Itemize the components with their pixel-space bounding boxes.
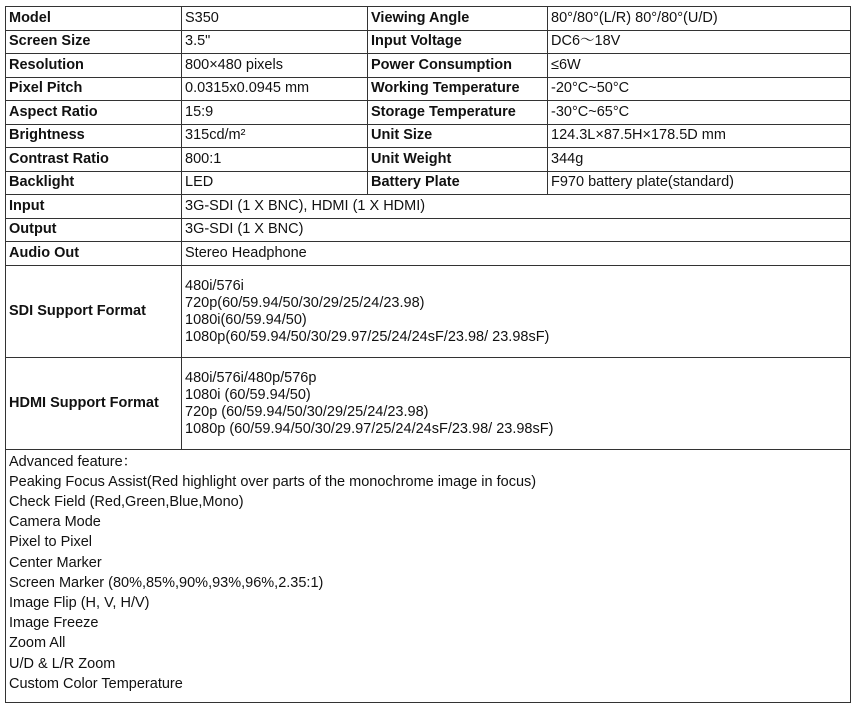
spec-value: LED [182, 171, 368, 195]
spec-value: 344g [548, 148, 851, 172]
spec-label: Power Consumption [368, 54, 548, 78]
feature-item: U/D & L/R Zoom [9, 655, 116, 672]
spec-label: Unit Size [368, 124, 548, 148]
spec-label: Brightness [6, 124, 182, 148]
format-line: 1080p(60/59.94/50/30/29.97/25/24/24sF/23.98/ 23.98sF) [185, 329, 550, 345]
spec-value: -30°C~65°C [548, 101, 851, 125]
spec-label: Input [6, 195, 182, 219]
hdmi-format-row [6, 357, 851, 449]
spec-value: ≤6W [548, 54, 851, 78]
spec-value: Stereo Headphone [182, 242, 851, 266]
feature-item: Camera Mode [9, 514, 101, 531]
spec-label: Viewing Angle [368, 7, 548, 31]
feature-item: Screen Marker (80%,85%,90%,93%,96%,2.35:1) [9, 574, 324, 591]
spec-label: Unit Weight [368, 148, 548, 172]
spec-label: Output [6, 218, 182, 242]
spec-label: Working Temperature [368, 77, 548, 101]
spec-row [6, 148, 851, 172]
spec-value: 0.0315x0.0945 mm [182, 77, 368, 101]
format-line: 1080p (60/59.94/50/30/29.97/25/24/24sF/23.98/ 23.98sF) [185, 421, 554, 437]
sdi-format-label: SDI Support Format [6, 265, 182, 357]
spec-value: 124.3L×87.5H×178.5D mm [548, 124, 851, 148]
spec-value: DC6～18V [548, 30, 851, 54]
advanced-feature-list [6, 449, 851, 702]
sdi-format-list [182, 265, 851, 357]
advanced-feature-row [6, 449, 851, 702]
sdi-format-row [6, 265, 851, 357]
spec-value: 3G-SDI (1 X BNC) [182, 218, 851, 242]
spec-label: Input Voltage [368, 30, 548, 54]
spec-row-input [6, 195, 851, 219]
spec-label: Aspect Ratio [6, 101, 182, 125]
spec-label: Audio Out [6, 242, 182, 266]
spec-label: Storage Temperature [368, 101, 548, 125]
spec-label: Pixel Pitch [6, 77, 182, 101]
hdmi-format-label: HDMI Support Format [6, 357, 182, 449]
spec-row [6, 30, 851, 54]
format-line: 1080i(60/59.94/50) [185, 312, 307, 328]
feature-item: Image Flip (H, V, H/V) [9, 594, 150, 611]
format-line: 480i/576i [185, 278, 244, 294]
spec-table [5, 6, 851, 703]
spec-value: 315cd/m² [182, 124, 368, 148]
spec-row [6, 101, 851, 125]
spec-row [6, 77, 851, 101]
spec-label: Battery Plate [368, 171, 548, 195]
spec-value: F970 battery plate(standard) [548, 171, 851, 195]
spec-value: 800×480 pixels [182, 54, 368, 78]
feature-item: Image Freeze [9, 615, 99, 632]
format-line: 480i/576i/480p/576p [185, 370, 317, 386]
spec-row [6, 124, 851, 148]
advanced-feature-title: Advanced feature： [9, 453, 138, 470]
format-line: 720p (60/59.94/50/30/29/25/24/23.98) [185, 404, 429, 420]
feature-item: Zoom All [9, 635, 66, 652]
spec-row-audio [6, 242, 851, 266]
feature-item: Check Field (Red,Green,Blue,Mono) [9, 493, 244, 510]
spec-row [6, 54, 851, 78]
spec-label: Backlight [6, 171, 182, 195]
spec-value: S350 [182, 7, 368, 31]
spec-row [6, 7, 851, 31]
feature-item: Pixel to Pixel [9, 534, 93, 551]
spec-row [6, 171, 851, 195]
feature-item: Peaking Focus Assist(Red highlight over parts of the monochrome image in focus) [9, 473, 537, 490]
feature-item: Custom Color Temperature [9, 675, 183, 692]
format-line: 1080i (60/59.94/50) [185, 387, 311, 403]
spec-label: Model [6, 7, 182, 31]
format-line: 720p(60/59.94/50/30/29/25/24/23.98) [185, 295, 425, 311]
spec-value: 15:9 [182, 101, 368, 125]
spec-value: 3.5" [182, 30, 368, 54]
spec-row-output [6, 218, 851, 242]
spec-value: 80°/80°(L/R) 80°/80°(U/D) [548, 7, 851, 31]
hdmi-format-list [182, 357, 851, 449]
spec-label: Contrast Ratio [6, 148, 182, 172]
spec-value: -20°C~50°C [548, 77, 851, 101]
spec-label: Screen Size [6, 30, 182, 54]
spec-value: 3G-SDI (1 X BNC), HDMI (1 X HDMI) [182, 195, 851, 219]
spec-value: 800:1 [182, 148, 368, 172]
spec-label: Resolution [6, 54, 182, 78]
feature-item: Center Marker [9, 554, 102, 571]
